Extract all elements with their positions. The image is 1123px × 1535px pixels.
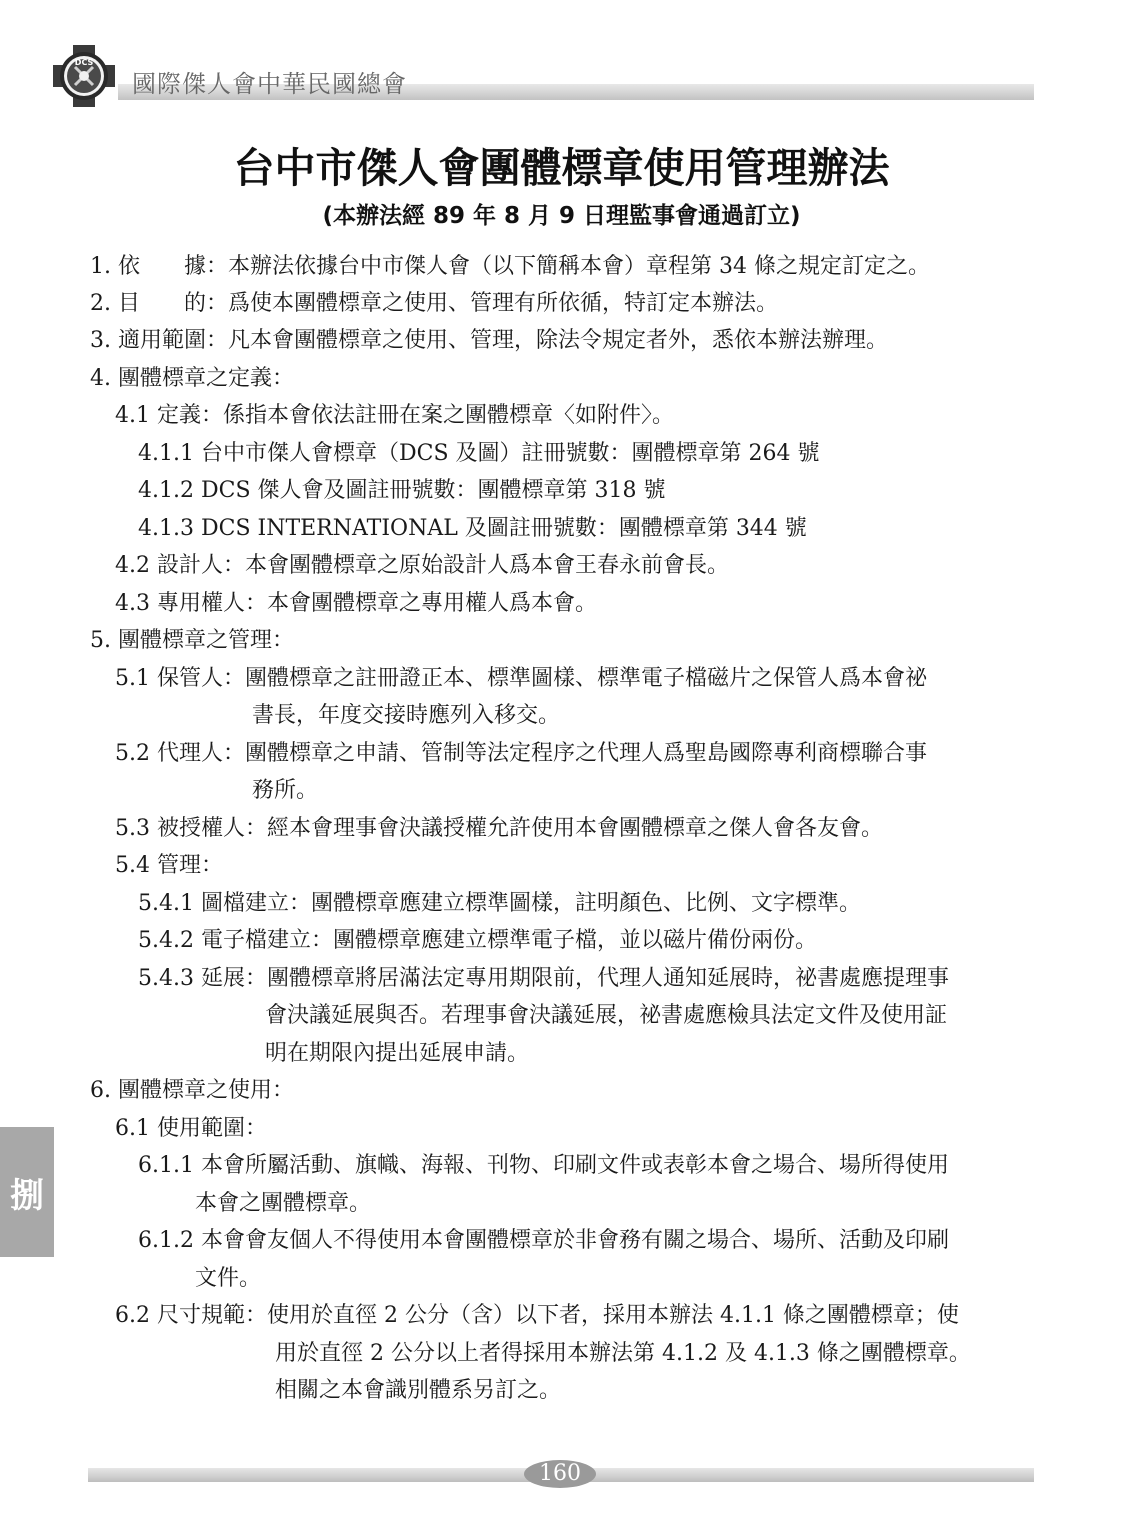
clause-6-2-cont-1: 用於直徑 2 公分以上者得採用本辦法第 4.1.2 及 4.1.3 條之團體標章。 xyxy=(275,1341,971,1366)
clause-2: 2. 目 的：爲使本團體標章之使用、管理有所依循，特訂定本辦法。 xyxy=(90,291,778,316)
clause-5-3: 5.3 被授權人：經本會理事會決議授權允許使用本會團體標章之傑人會各友會。 xyxy=(115,816,883,841)
clause-5-2-cont: 務所。 xyxy=(252,778,319,803)
clause-6-1-1: 6.1.1 本會所屬活動、旗幟、海報、刊物、印刷文件或表彰本會之場合、場所得使用 xyxy=(138,1153,949,1178)
clause-5-2: 5.2 代理人：團體標章之申請、管制等法定程序之代理人爲聖島國際專利商標聯合事 xyxy=(115,741,927,766)
clause-5-4-3-cont-1: 會決議延展與否。若理事會決議延展，祕書處應檢具法定文件及使用証 xyxy=(265,1003,948,1028)
clause-4-1-3: 4.1.3 DCS INTERNATIONAL 及圖註冊號數：團體標章第 344 號 xyxy=(138,516,807,541)
page-number: 160 xyxy=(539,1461,581,1486)
clause-5-1: 5.1 保管人：團體標章之註冊證正本、標準圖樣、標準電子檔磁片之保管人爲本會祕 xyxy=(115,666,927,691)
dcs-logo-icon xyxy=(50,42,118,110)
logo-text: DCS xyxy=(74,58,94,67)
clause-4-1-1: 4.1.1 台中市傑人會標章（DCS 及圖）註冊號數：團體標章第 264 號 xyxy=(138,441,820,466)
clause-5-4-3-cont-2: 明在期限內提出延展申請。 xyxy=(265,1041,530,1066)
clause-5-4: 5.4 管理： xyxy=(115,853,223,878)
document-subtitle: (本辦法經 89 年 8 月 9 日理監事會通過訂立) xyxy=(322,203,801,229)
clause-5-1-cont: 書長，年度交接時應列入移交。 xyxy=(252,703,561,728)
clause-5: 5. 團體標章之管理： xyxy=(90,628,294,653)
page-header xyxy=(0,0,1123,110)
clause-4-1: 4.1 定義：係指本會依法註冊在案之團體標章〈如附件〉。 xyxy=(115,403,674,428)
clause-6-2: 6.2 尺寸規範：使用於直徑 2 公分（含）以下者，採用本辦法 4.1.1 條之團體標章；使 xyxy=(115,1303,959,1328)
clause-6-1-2-cont: 文件。 xyxy=(195,1266,262,1291)
clause-5-4-3: 5.4.3 延展：團體標章將居滿法定專用期限前，代理人通知延展時，祕書處應提理事 xyxy=(138,966,949,991)
clause-4-2: 4.2 設計人：本會團體標章之原始設計人爲本會王春永前會長。 xyxy=(115,553,729,578)
clause-6-1: 6.1 使用範圍： xyxy=(115,1116,267,1141)
chapter-tab-label: 捌 xyxy=(10,1176,44,1216)
org-name: 國際傑人會中華民國總會 xyxy=(132,70,407,98)
clause-6-1-1-cont: 本會之團體標章。 xyxy=(195,1191,372,1216)
clause-3: 3. 適用範圍：凡本會團體標章之使用、管理，除法令規定者外，悉依本辦法辦理。 xyxy=(90,328,888,353)
clause-6-1-2: 6.1.2 本會會友個人不得使用本會團體標章於非會務有關之場合、場所、活動及印刷 xyxy=(138,1228,949,1253)
clause-5-4-1: 5.4.1 圖檔建立：團體標章應建立標準圖樣，註明顏色、比例、文字標準。 xyxy=(138,891,861,916)
clause-6-2-cont-2: 相關之本會識別體系另訂之。 xyxy=(275,1378,562,1403)
clause-4-1-2: 4.1.2 DCS 傑人會及圖註冊號數：團體標章第 318 號 xyxy=(138,478,666,503)
clause-1: 1. 依 據：本辦法依據台中市傑人會（以下簡稱本會）章程第 34 條之規定訂定之。 xyxy=(90,254,930,279)
clause-4-3: 4.3 專用權人：本會團體標章之專用權人爲本會。 xyxy=(115,591,597,616)
clause-4: 4. 團體標章之定義： xyxy=(90,366,294,391)
clause-6: 6. 團體標章之使用： xyxy=(90,1078,294,1103)
clause-5-4-2: 5.4.2 電子檔建立：團體標章應建立標準電子檔，並以磁片備份兩份。 xyxy=(138,928,817,953)
document-title: 台中市傑人會團體標章使用管理辦法 xyxy=(233,144,890,192)
